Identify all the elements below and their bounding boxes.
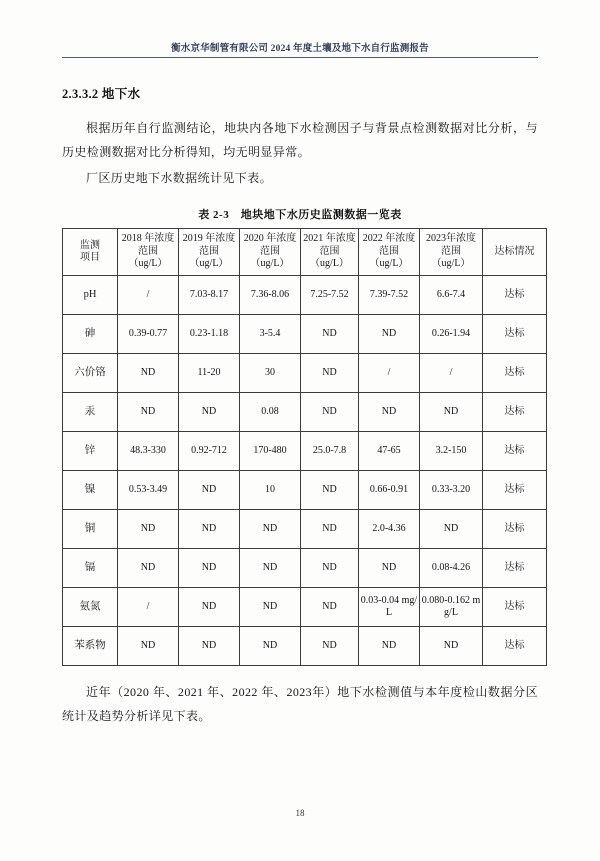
header-line-3: （ug/L） [310, 258, 349, 270]
cell-2019: ND [179, 510, 240, 549]
paragraph-2: 厂区历史地下水数据统计见下表。 [86, 171, 273, 185]
cell-item: 镉 [63, 549, 118, 588]
cell-2023: / [420, 354, 483, 393]
cell-2019: ND [179, 627, 240, 666]
cell-2019: ND [179, 588, 240, 627]
column-header-2020 [240, 229, 301, 276]
cell-status: 达标 [483, 393, 547, 432]
cell-2019: 0.92-712 [179, 432, 240, 471]
header-line-2: 范围 [199, 245, 219, 257]
cell-status: 达标 [483, 315, 547, 354]
cell-2023: ND [420, 393, 483, 432]
column-header-2018 [118, 229, 179, 276]
paragraph-3: 近年（2020 年、2021 年、2022 年、2023年）地下水检测值与本年度检山数据分区统计及趋势分析详见下表。 [62, 685, 538, 723]
cell-2022: ND [359, 393, 420, 432]
table-row [63, 315, 547, 354]
cell-2020: ND [240, 549, 301, 588]
cell-2019: ND [179, 393, 240, 432]
cell-item: pH [63, 276, 118, 315]
header-line-3: （ug/L） [431, 258, 471, 270]
cell-2021: ND [301, 315, 359, 354]
cell-2021: 25.0-7.8 [301, 432, 359, 471]
cell-2023: ND [420, 510, 483, 549]
cell-2018: 0.53-3.49 [118, 471, 179, 510]
cell-2022: 0.03-0.04 mg/L [359, 588, 420, 627]
column-header-2019 [179, 229, 240, 276]
cell-2018: ND [118, 549, 179, 588]
cell-2022: 7.39-7.52 [359, 276, 420, 315]
cell-2022: ND [359, 549, 420, 588]
table-row [63, 432, 547, 471]
cell-2023: 3.2-150 [420, 432, 483, 471]
blank-space [62, 728, 538, 848]
cell-2018: / [118, 588, 179, 627]
cell-2020: ND [240, 510, 301, 549]
cell-2020: 0.08 [240, 393, 301, 432]
header-line-2: 范围 [138, 245, 158, 257]
cell-2020: ND [240, 627, 301, 666]
cell-status: 达标 [483, 588, 547, 627]
cell-2018: 0.39-0.77 [118, 315, 179, 354]
table-caption: 表 2-3 地块地下水历史监测数据一览表 [198, 209, 402, 221]
header-line-3: （ug/L） [189, 258, 229, 270]
cell-2018: 48.3-330 [118, 432, 179, 471]
table-header-row [63, 229, 547, 276]
table-row [63, 627, 547, 666]
header-line-1: 2020 年浓度 [243, 233, 297, 245]
cell-2020: ND [240, 588, 301, 627]
cell-2018: ND [118, 510, 179, 549]
table-body [63, 276, 547, 666]
header-line-2: 范围 [319, 245, 340, 257]
cell-2023: 6.6-7.4 [420, 276, 483, 315]
cell-2021: ND [301, 510, 359, 549]
header-line-1: 2018 年浓度 [121, 233, 175, 245]
header-line-1: 2022 年浓度 [362, 233, 416, 245]
cell-2023: ND [420, 627, 483, 666]
cell-2023: 0.26-1.94 [420, 315, 483, 354]
cell-2019: ND [179, 471, 240, 510]
cell-2021: ND [301, 549, 359, 588]
cell-status: 达标 [483, 432, 547, 471]
cell-2018: ND [118, 393, 179, 432]
header-line-1: 2019 年浓度 [182, 233, 236, 245]
cell-status: 达标 [483, 354, 547, 393]
table-row [63, 471, 547, 510]
table-row [63, 510, 547, 549]
header-line-2: 范围 [260, 245, 280, 257]
header-line-2: 项目 [80, 252, 100, 263]
cell-2023: 0.080-0.162 mg/L [420, 588, 483, 627]
cell-item: 六价铬 [63, 354, 118, 393]
cell-2020: 30 [240, 354, 301, 393]
column-header-2022 [359, 229, 420, 276]
table-row [63, 549, 547, 588]
header-line-3: （ug/L） [128, 258, 168, 270]
header-line-2: 范围 [379, 245, 399, 257]
paragraph-1: 根据历年自行监测结论，地块内各地下水检测因子与背景点检测数据对比分析，与历史检测数据对比分析得知，均无明显异常。 [62, 121, 538, 159]
header-line-1: 监测 [80, 239, 100, 251]
section-heading: 2.3.3.2 地下水 [62, 87, 141, 101]
cell-2021: ND [301, 393, 359, 432]
page-content [62, 40, 538, 848]
header-line-1: 2021 年浓度 [303, 233, 356, 245]
groundwater-history-table [62, 228, 547, 666]
header-line-3: （ug/L） [369, 258, 409, 270]
header-line-2: 范围 [441, 245, 461, 257]
page-number: 18 [295, 808, 305, 818]
header-line-1: 达标情况 [494, 245, 535, 257]
cell-status: 达标 [483, 276, 547, 315]
cell-item: 汞 [63, 393, 118, 432]
cell-2021: ND [301, 627, 359, 666]
cell-2022: ND [359, 627, 420, 666]
cell-item: 氨氮 [63, 588, 118, 627]
cell-2022: 0.66-0.91 [359, 471, 420, 510]
cell-2021: ND [301, 354, 359, 393]
cell-2023: 0.33-3.20 [420, 471, 483, 510]
cell-2021: ND [301, 588, 359, 627]
cell-2018: / [118, 276, 179, 315]
cell-2019: 11-20 [179, 354, 240, 393]
column-header-status [483, 229, 547, 276]
cell-status: 达标 [483, 549, 547, 588]
cell-item: 镍 [63, 471, 118, 510]
table-row [63, 588, 547, 627]
cell-2022: 47-65 [359, 432, 420, 471]
cell-2021: 7.25-7.52 [301, 276, 359, 315]
column-header-2021 [301, 229, 359, 276]
cell-2019: 7.03-8.17 [179, 276, 240, 315]
cell-2020: 3-5.4 [240, 315, 301, 354]
table-row [63, 276, 547, 315]
cell-2018: ND [118, 354, 179, 393]
column-header-item [63, 229, 118, 276]
cell-item: 砷 [63, 315, 118, 354]
cell-item: 苯系物 [63, 627, 118, 666]
cell-2019: 0.23-1.18 [179, 315, 240, 354]
table-row [63, 393, 547, 432]
table-row [63, 354, 547, 393]
cell-item: 锌 [63, 432, 118, 471]
header-line-3: （ug/L） [250, 258, 290, 270]
cell-2019: ND [179, 549, 240, 588]
header-line-1: 2023年浓度 [426, 233, 476, 245]
cell-2021: ND [301, 471, 359, 510]
running-header: 衡水京华制管有限公司 2024 年度土壤及地下水自行监测报告 [62, 40, 538, 58]
cell-2022: 2.0-4.36 [359, 510, 420, 549]
cell-2022: / [359, 354, 420, 393]
cell-2018: ND [118, 627, 179, 666]
cell-2022: ND [359, 315, 420, 354]
cell-status: 达标 [483, 471, 547, 510]
cell-item: 铜 [63, 510, 118, 549]
cell-2020: 10 [240, 471, 301, 510]
column-header-2023 [420, 229, 483, 276]
cell-2020: 7.36-8.06 [240, 276, 301, 315]
cell-2020: 170-480 [240, 432, 301, 471]
cell-status: 达标 [483, 510, 547, 549]
cell-2023: 0.08-4.26 [420, 549, 483, 588]
cell-status: 达标 [483, 627, 547, 666]
